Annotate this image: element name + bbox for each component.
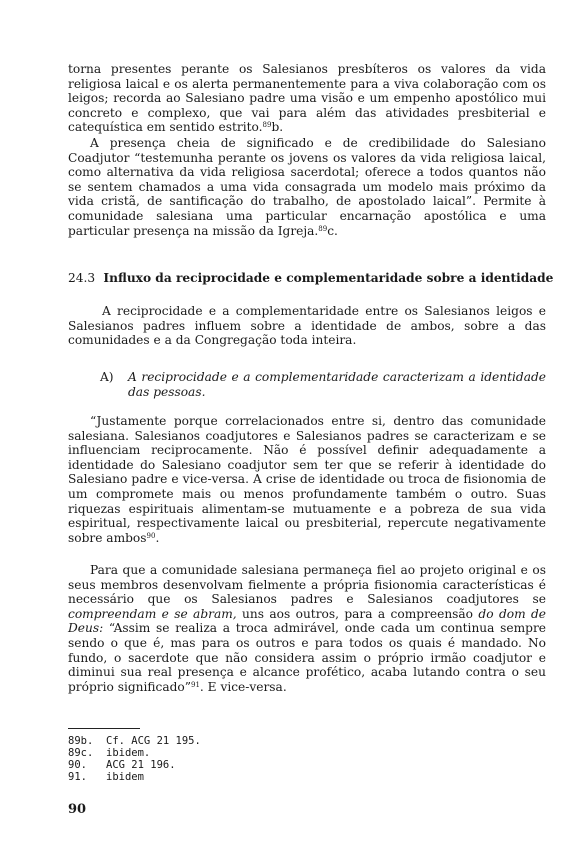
paragraph-1 [68,62,546,135]
paragraph-text: . E vice-versa. [199,679,287,694]
paragraph-5 [68,563,546,694]
paragraph-text: A presença cheia de significado e de credibilidade do Salesiano Coadjutor “testemunha perante os jovens os valores da vida religiosa laical, como alternativa da vida religiosa sacerdotal; oferece a todos quantos não se sentem chamados a uma vida consagrada um modelo mais próximo da vida cristã, de santificação do trabalho, de apostolado laical”. Permite à comunidade salesiana uma particular encarnação apostólica e uma particular presença na missão da Igreja. [68,136,546,238]
footnote [68,759,201,771]
footnote-text: ibidem [106,771,144,783]
footnote-text: Cf. ACG 21 195. [106,735,201,747]
footnote [68,771,201,783]
section-number: 24.3 [68,271,96,285]
footnote-key: 90. [68,759,87,771]
footnote-ref: 89 [318,224,328,233]
footnote-key: 91. [68,771,87,783]
footnote-ref: 90 [146,531,156,540]
footnotes [68,735,201,783]
paragraph-2 [68,136,546,238]
subheading [100,370,546,399]
footnote-ref: 89 [262,121,272,130]
paragraph-text: uns aos outros, para a compreensão [242,606,474,621]
footnote-ref: 91 [191,680,200,689]
footnote-ref-tail: b. [271,120,284,135]
footnote-ref-tail: . [155,530,160,545]
subheading-label: A) [100,370,114,384]
paragraph-text: “Justamente porque correlacionados entre si, dentro das comunidade salesiana. Salesianos coadjutores e Salesianos padres se caracterizam e se influenciam reciprocamente. Não é possível definir adequadamente a identidade do Salesiano coadjutor sem ter que se referir à identidade do Salesiano padre e vice-versa. A crise de identidade ou troca de fisionomia de um compromete mais ou menos profundamente também o outro. Suas riquezas espirituais alimentam-se mutuamente e a pobreza de sua vida espiritual, respectivamente laical ou presbiterial, repercute negativamente sobre ambos [68,414,546,545]
paragraph-3 [68,304,546,348]
footnote-text: ibidem. [106,747,151,759]
emphasis-text: do dom de Deus: [68,606,547,636]
footnote-key: 89c. [68,747,94,759]
footnote [68,747,201,759]
paragraph-text: A reciprocidade e a complementaridade entre os Salesianos leigos e Salesianos padres influem sobre a identidade de ambos, sobre a das comunidades e a da Congregação toda inteira. [68,304,546,348]
paragraph-4 [68,414,546,545]
section-heading [68,271,554,286]
footnote-ref-tail: c. [327,223,338,238]
footnote-text: ACG 21 196. [106,759,176,771]
paragraph-text: Para que a comunidade salesiana permaneça fiel ao projeto original e os seus membros desenvolvam fielmente a própria fisionomia características é necessário que os Salesianos padres e Salesianos coadjutores se [68,563,546,607]
footnote [68,735,201,747]
paragraph-text: torna presentes perante os Salesianos presbíteros os valores da vida religiosa laical e os alerta permanentemente para a viva colaboração com os leigos; recorda ao Salesiano padre uma visão e um empenho apostólico mui concreto e complexo, que vai para além das atividades presbiterial e catequística em sentido estrito. [68,62,546,135]
footnote-divider [68,728,140,729]
subheading-text: A reciprocidade e a complementaridade caracterizam a identidade das pessoas. [128,370,546,399]
paragraph-text: “Assim se realiza a troca admirável, onde cada um continua sempre sendo o que é, mas para os outros e para todos os quais é mandado. No fundo, o sacerdote que não considera assim o próprio irmão coadjutor e diminui sua real presença e alcance profético, acaba lutando contra o seu próprio significado” [68,621,546,694]
emphasis-text: compreendam e se abram, [68,606,237,621]
page-number: 90 [68,802,87,817]
footnote-key: 89b. [68,735,94,747]
section-title: Influxo da reciprocidade e complementaridade sobre a identidade [103,271,554,285]
